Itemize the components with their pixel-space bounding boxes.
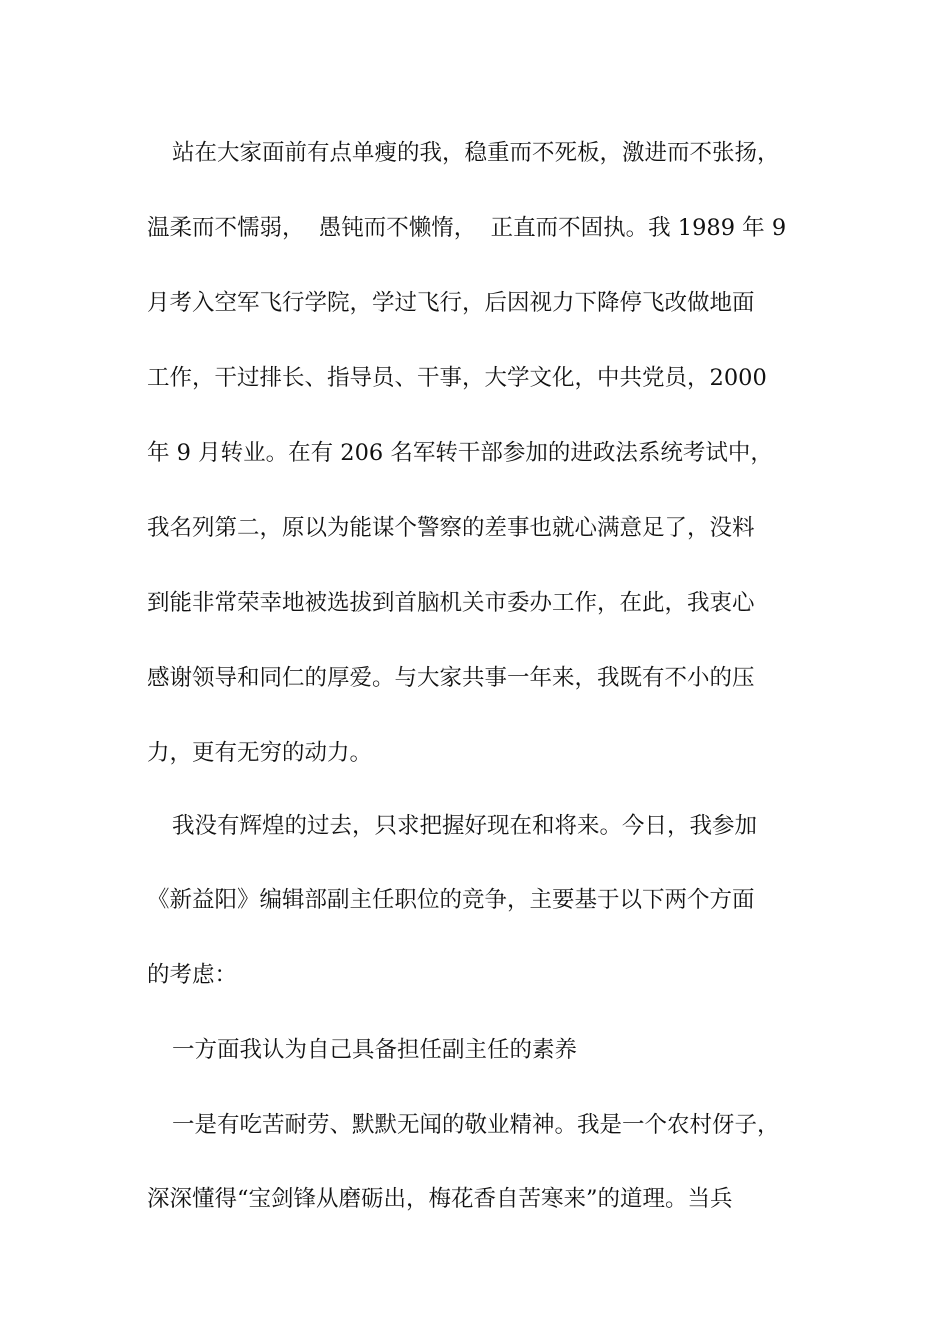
text-line: 年 9 月转业。在有 206 名军转干部参加的进政法系统考试中， xyxy=(147,440,773,466)
text-line: 一是有吃苦耐劳、默默无闻的敬业精神。我是一个农村伢子， xyxy=(172,1112,780,1138)
text-line: 月考入空军飞行学院，学过飞行，后因视力下降停飞改做地面 xyxy=(147,290,755,316)
text-line: 工作，干过排长、指导员、干事，大学文化，中共党员，2000 xyxy=(147,365,767,391)
text-line: 力，更有无穷的动力。 xyxy=(147,740,373,766)
text-line: 《新益阳》编辑部副主任职位的竞争，主要基于以下两个方面 xyxy=(147,887,755,913)
text-line: 温柔而不懦弱， 愚钝而不懒惰， 正直而不固执。我 1989 年 9 xyxy=(147,215,787,241)
text-line: 深深懂得“宝剑锋从磨砺出，梅花香自苦寒来”的道理。当兵 xyxy=(147,1186,733,1212)
text-line: 感谢领导和同仁的厚爱。与大家共事一年来，我既有不小的压 xyxy=(147,665,755,691)
text-line: 我没有辉煌的过去，只求把握好现在和将来。今日，我参加 xyxy=(172,813,758,839)
text-line: 我名列第二，原以为能谋个警察的差事也就心满意足了，没料 xyxy=(147,515,755,541)
section-heading: 一方面我认为自己具备担任副主任的素养 xyxy=(172,1037,578,1063)
text-line: 到能非常荣幸地被选拔到首脑机关市委办工作，在此，我衷心 xyxy=(147,590,755,616)
text-line: 站在大家面前有点单瘦的我，稳重而不死板，激进而不张扬， xyxy=(172,140,780,166)
text-line: 的考虑： xyxy=(147,962,238,988)
